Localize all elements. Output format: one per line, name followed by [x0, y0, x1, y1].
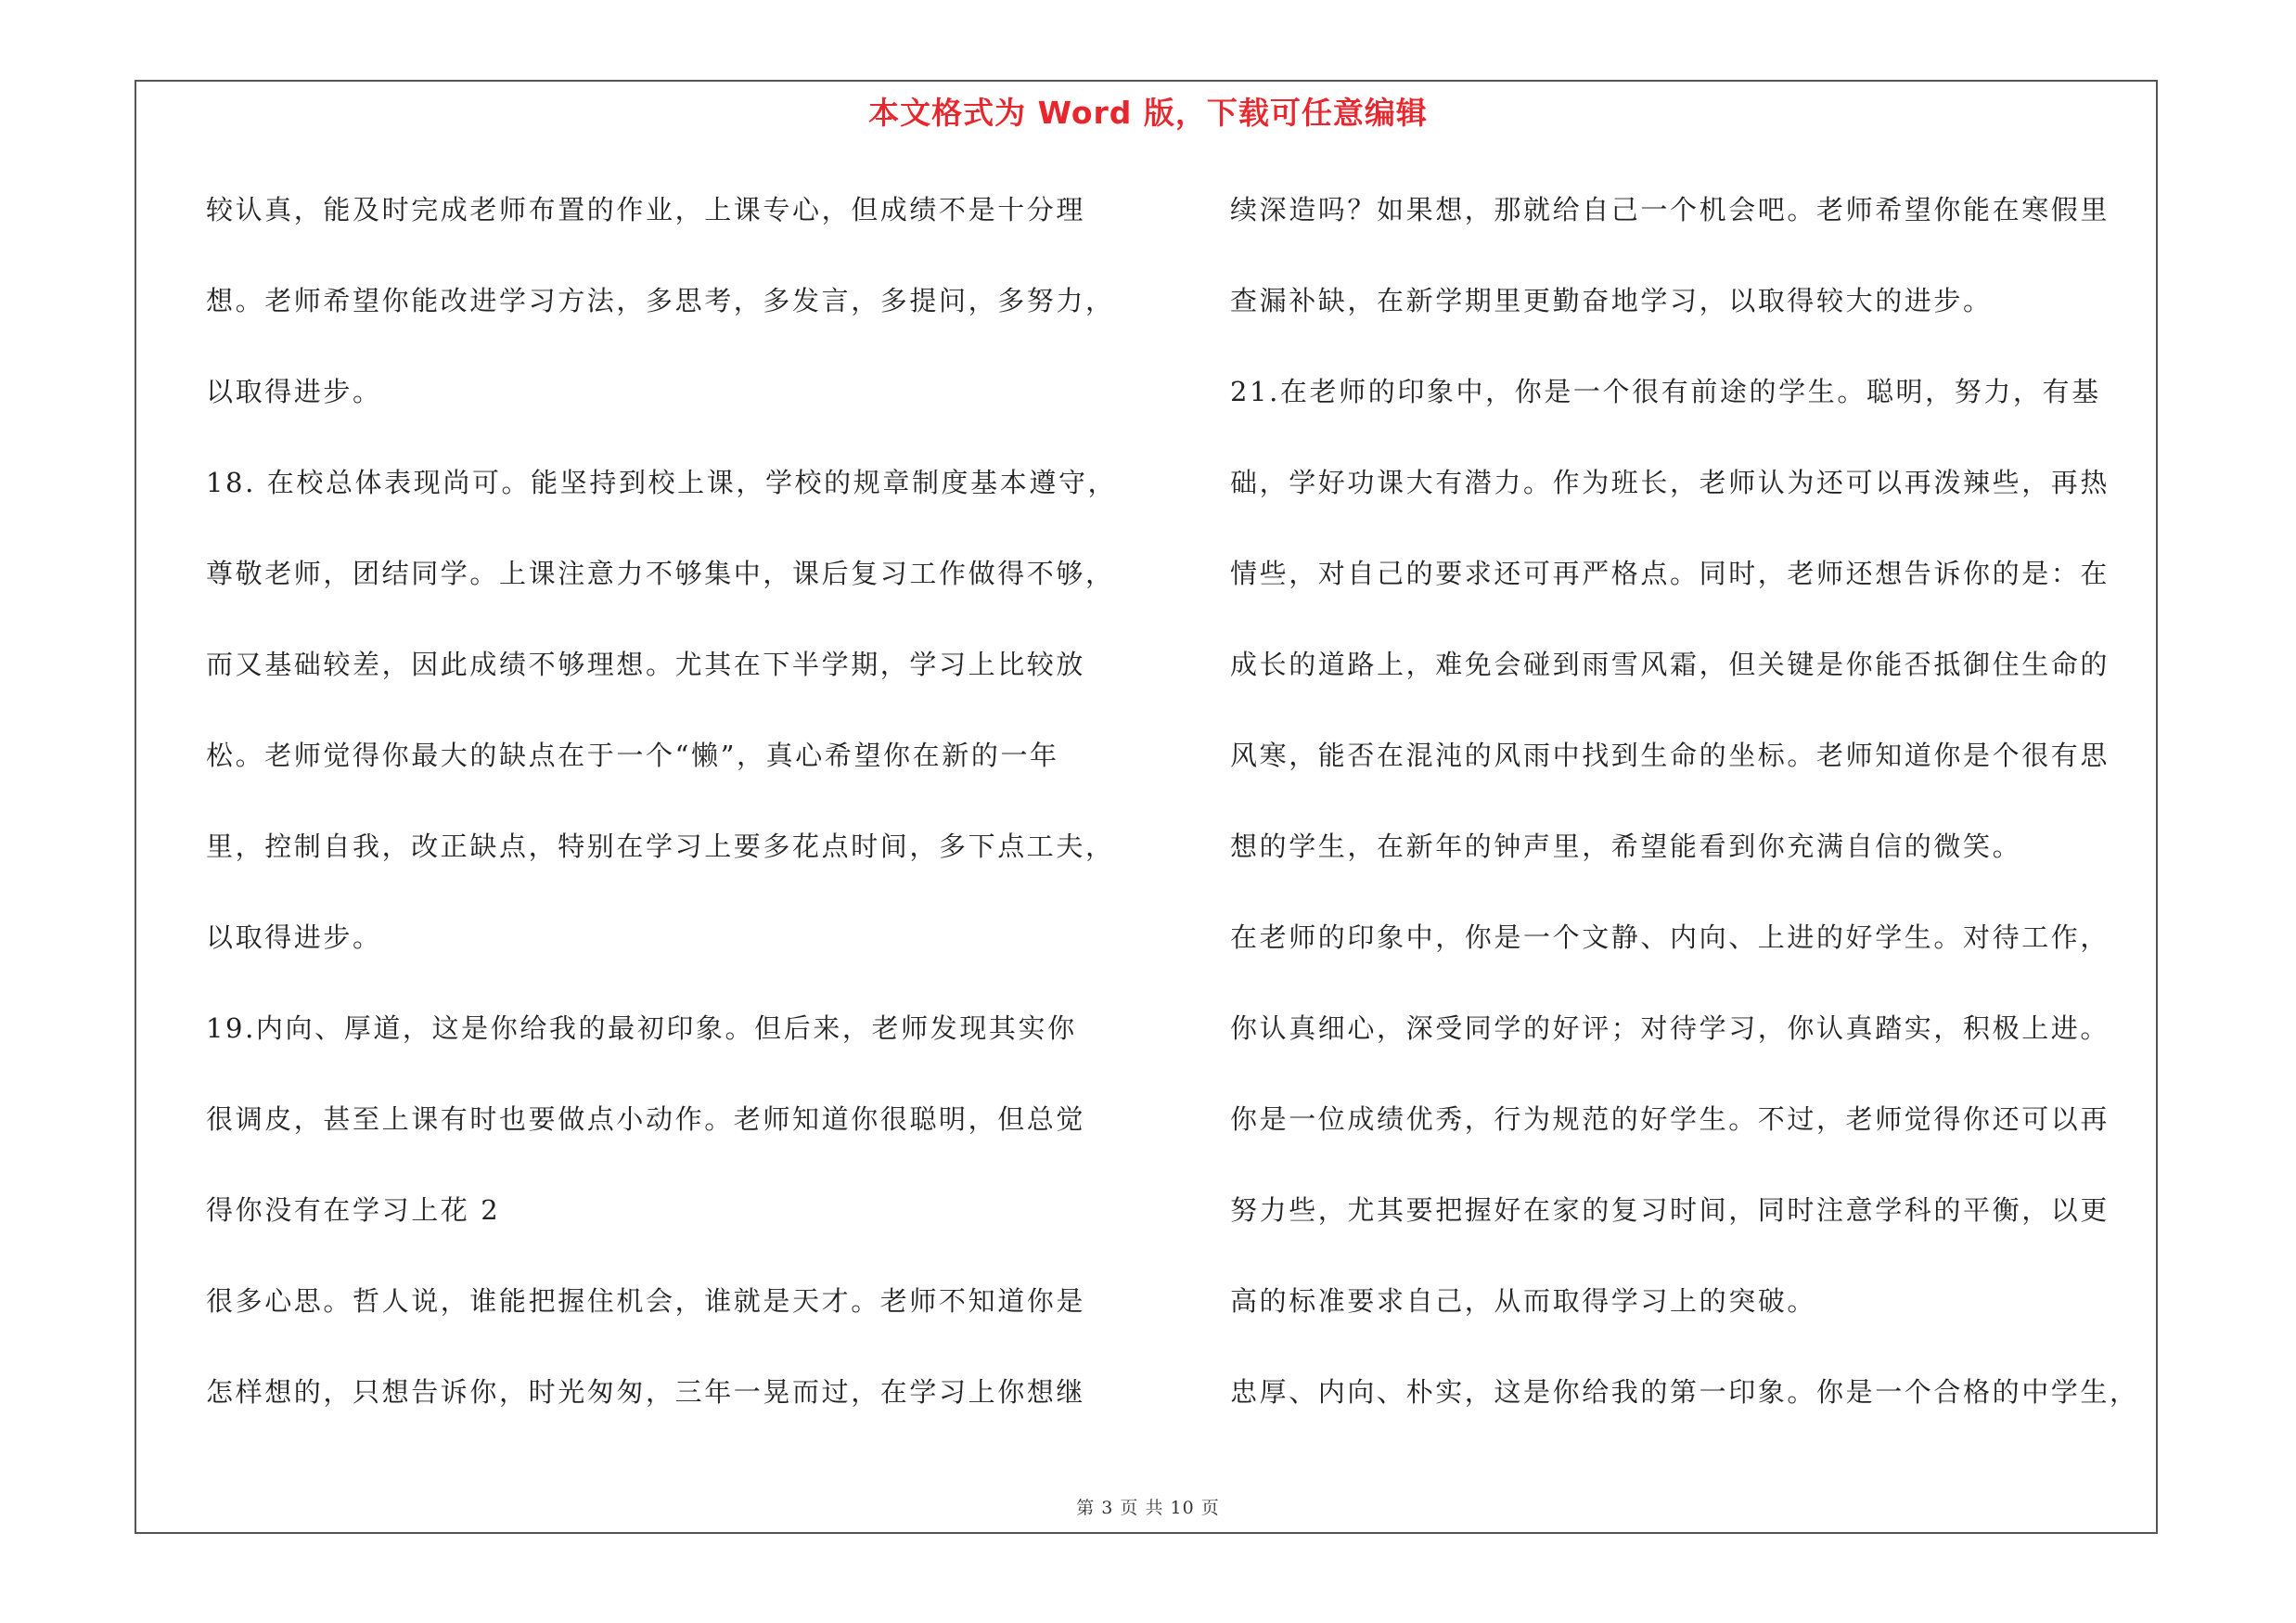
- text-line: 19.内向、厚道，这是你给我的最初印象。但后来，老师发现其实你: [206, 1012, 1077, 1044]
- text-line: 很调皮，甚至上课有时也要做点小动作。老师知道你很聪明，但总觉: [206, 1103, 1086, 1135]
- text-line: 你认真细心，深受同学的好评；对待学习，你认真踏实，积极上进。: [1230, 1012, 2110, 1044]
- text-line: 很多心思。哲人说，谁能把握住机会，谁就是天才。老师不知道你是: [206, 1285, 1086, 1317]
- text-line: 21.在老师的印象中，你是一个很有前途的学生。聪明，努力，有基: [1230, 376, 2101, 407]
- text-line: 尊敬老师，团结同学。上课注意力不够集中，课后复习工作做得不够，: [206, 558, 1115, 589]
- text-line: 忠厚、内向、朴实，这是你给我的第一印象。你是一个合格的中学生，: [1230, 1376, 2139, 1408]
- text-line: 里，控制自我，改正缺点，特别在学习上要多花点时间，多下点工夫，: [206, 831, 1115, 862]
- text-line: 高的标准要求自己，从而取得学习上的突破。: [1230, 1285, 1817, 1317]
- text-line: 而又基础较差，因此成绩不够理想。尤其在下半学期，学习上比较放: [206, 649, 1086, 680]
- text-line: 续深造吗？如果想，那就给自己一个机会吧。老师希望你能在寒假里: [1230, 194, 2110, 225]
- text-line: 情些，对自己的要求还可再严格点。同时，老师还想告诉你的是：在: [1230, 558, 2110, 589]
- text-line: 查漏补缺，在新学期里更勤奋地学习，以取得较大的进步。: [1230, 285, 1993, 316]
- text-line: 础，学好功课大有潜力。作为班长，老师认为还可以再泼辣些，再热: [1230, 467, 2110, 498]
- word-format-banner: 本文格式为 Word 版，下载可任意编辑: [868, 95, 1428, 131]
- text-line: 成长的道路上，难免会碰到雨雪风霜，但关键是你能否抵御住生命的: [1230, 649, 2110, 680]
- text-line: 想。老师希望你能改进学习方法，多思考，多发言，多提问，多努力，: [206, 285, 1115, 316]
- page-number-footer: 第 3 页 共 10 页: [1076, 1498, 1220, 1518]
- text-line: 18. 在校总体表现尚可。能坚持到校上课，学校的规章制度基本遵守，: [206, 467, 1118, 498]
- text-line: 以取得进步。: [206, 921, 382, 953]
- text-line: 松。老师觉得你最大的缺点在于一个“懒”，真心希望你在新的一年: [206, 740, 1059, 771]
- left-text-column: [206, 187, 1134, 1460]
- text-line: 想的学生，在新年的钟声里，希望能看到你充满自信的微笑。: [1230, 831, 2022, 862]
- text-line: 在老师的印象中，你是一个文静、内向、上进的好学生。对待工作，: [1230, 921, 2110, 953]
- right-text-column: [1230, 187, 2158, 1460]
- text-line: 你是一位成绩优秀，行为规范的好学生。不过，老师觉得你还可以再: [1230, 1103, 2110, 1135]
- text-line: 努力些，尤其要把握好在家的复习时间，同时注意学科的平衡，以更: [1230, 1194, 2110, 1226]
- text-line: 以取得进步。: [206, 376, 382, 407]
- text-line: 较认真，能及时完成老师布置的作业，上课专心，但成绩不是十分理: [206, 194, 1086, 225]
- text-line: 风寒，能否在混沌的风雨中找到生命的坐标。老师知道你是个很有思: [1230, 740, 2110, 771]
- text-line: 得你没有在学习上花 2: [206, 1194, 501, 1226]
- text-line: 怎样想的，只想告诉你，时光匆匆，三年一晃而过，在学习上你想继: [206, 1376, 1086, 1408]
